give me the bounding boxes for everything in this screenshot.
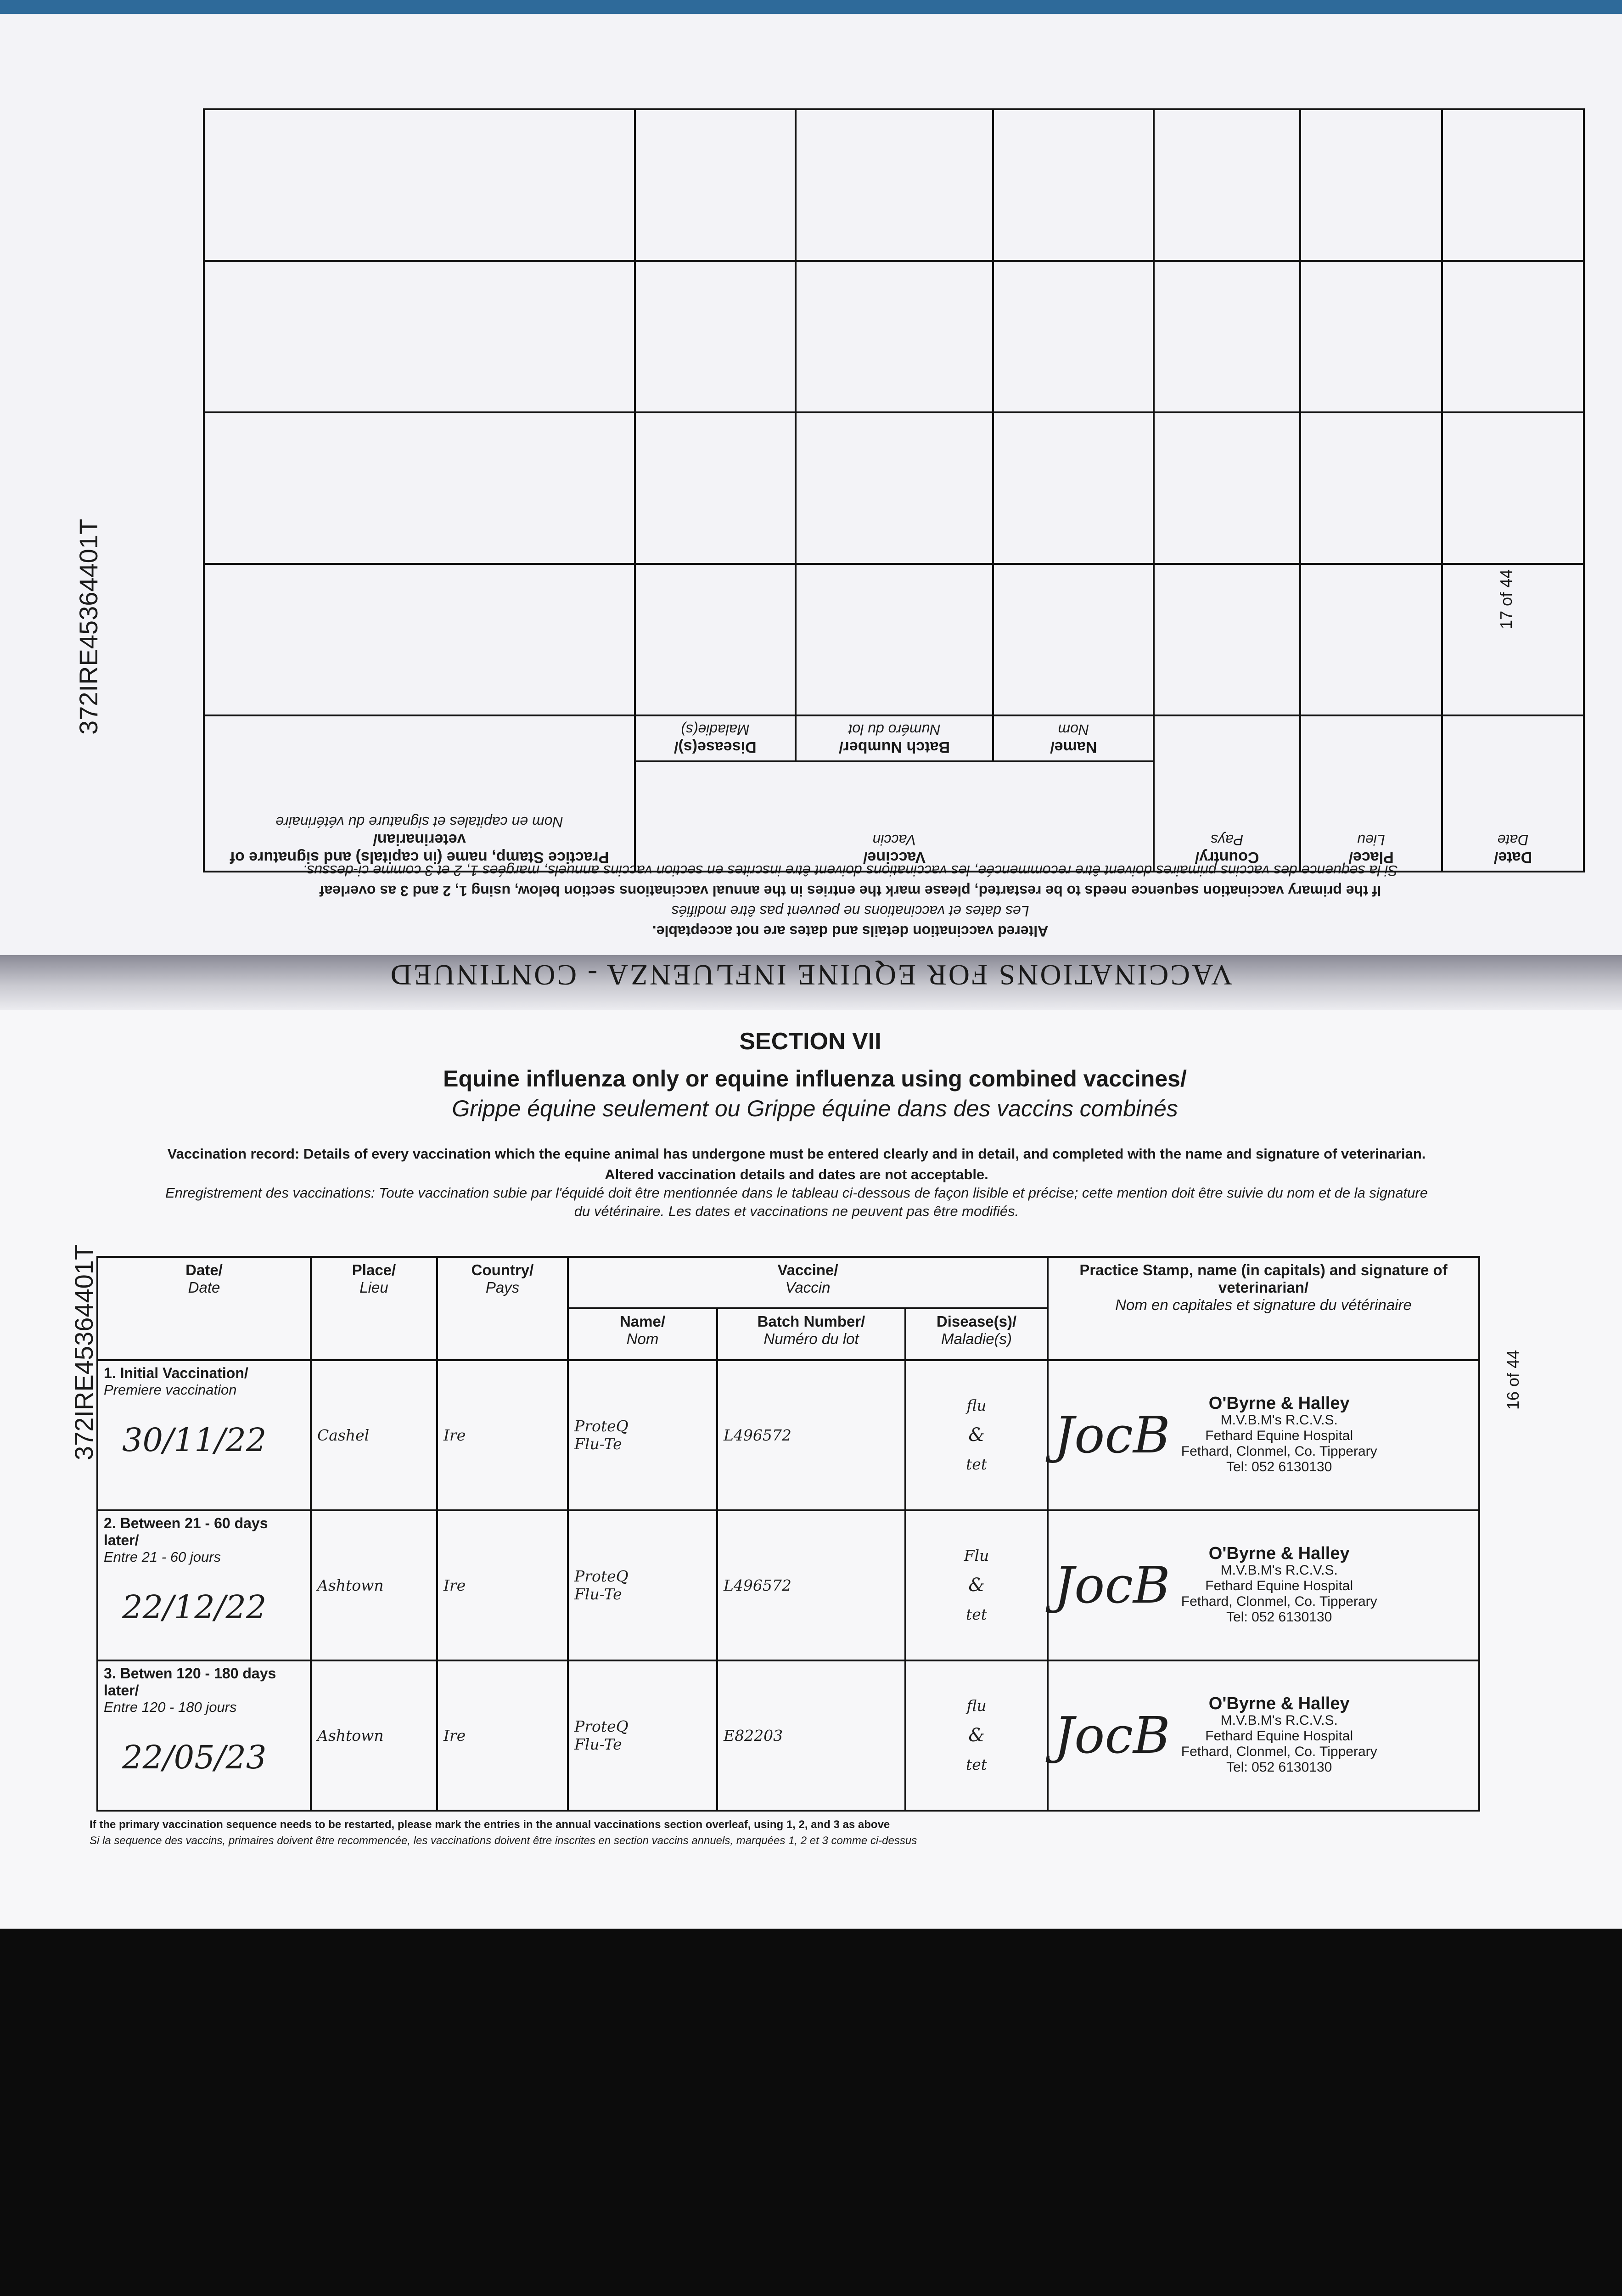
practice-stamp-cell bbox=[1048, 1360, 1479, 1510]
record-instructions: Vaccination record: Details of every vaccination which the equine animal has undergone must be entered clearly and in detail, and completed with the name and signature of veterinarian. bbox=[167, 1146, 1426, 1162]
record-instructions-2: Altered vaccination details and dates are not acceptable. bbox=[605, 1166, 988, 1182]
note-2: Les dates et vaccinations ne peuvent pas être modifiés bbox=[671, 903, 1029, 919]
row-label: 1. Initial Vaccination/ Premiere vaccination 30/11/22 bbox=[97, 1360, 311, 1510]
vet-signature: JocB bbox=[1054, 1556, 1170, 1615]
table-row bbox=[204, 109, 1584, 261]
header-name: Name/ Nom bbox=[568, 1308, 717, 1360]
page-number-lower: 16 of 44 bbox=[1504, 1350, 1522, 1410]
table-row bbox=[204, 564, 1584, 715]
country-cell: Ire bbox=[437, 1660, 568, 1811]
disease-cell: flu & tet bbox=[905, 1360, 1048, 1510]
col-batch: Batch Number/ Numéro du lot bbox=[796, 715, 993, 761]
col-place: Place/ Lieu bbox=[1300, 715, 1442, 872]
header-disease: Disease(s)/ Maladie(s) bbox=[905, 1308, 1048, 1360]
table-row bbox=[204, 261, 1584, 412]
record-instructions-fr-2: du vétérinaire. Les dates et vaccinations ne peuvent pas être modifiés. bbox=[574, 1203, 1019, 1219]
page-number-upper: 17 of 44 bbox=[1497, 569, 1515, 629]
practice-stamp: O'Byrne & Halley M.V.B.M's R.C.V.S. Fethard Equine Hospital Fethard, Clonmel, Co. Tipperary Tel: 052 6130130 bbox=[1181, 1543, 1377, 1625]
note-3: If the primary vaccination sequence needs to be restarted, please mark the entries in the annual vaccinations section below, using 1, 2 and 3 as overleaf bbox=[319, 883, 1381, 899]
record-instructions-fr: Enregistrement des vaccinations: Toute vaccination subie par l'équidé doit être mentionnée dans le tableau ci-dessous de façon lisible et précise; cette mention doit être suivie du nom et de la signature bbox=[165, 1185, 1428, 1201]
vet-signature: JocB bbox=[1054, 1406, 1170, 1465]
scanner-background bbox=[0, 1929, 1622, 2296]
batch-cell: L496572 bbox=[717, 1510, 905, 1660]
section-heading-fr: Grippe équine seulement ou Grippe équine dans des vaccins combinés bbox=[452, 1096, 1178, 1121]
table-row bbox=[97, 1360, 1479, 1510]
header-place: Place/ Lieu bbox=[311, 1257, 437, 1360]
vaccination-date: 22/12/22 bbox=[122, 1588, 267, 1626]
section-heading: Equine influenza only or equine influenza using combined vaccines/ bbox=[443, 1066, 1187, 1092]
upper-page-notes bbox=[208, 861, 1493, 941]
col-country: Country/ Pays bbox=[1154, 715, 1300, 872]
disease-cell: Flu & tet bbox=[905, 1510, 1048, 1660]
batch-cell: L496572 bbox=[717, 1360, 905, 1510]
header-vaccine: Vaccine/ Vaccin bbox=[568, 1257, 1048, 1308]
col-practice: Practice Stamp, name (in capitals) and signature of veterinarian/ Nom en capitales et signature du vétérinaire bbox=[204, 715, 635, 872]
footnote-fr: Si la sequence des vaccins, primaires doivent être recommencée, les vaccinations doivent être inscrites en section vaccins annuels, marquées 1, 2 et 3 comme ci-dessus bbox=[90, 1835, 917, 1847]
table-row bbox=[97, 1660, 1479, 1811]
header-practice: Practice Stamp, name (in capitals) and signature of veterinarian/ Nom en capitales et signature du vétérinaire bbox=[1048, 1257, 1479, 1360]
upper-page-rotated bbox=[0, 0, 1622, 1010]
country-cell: Ire bbox=[437, 1510, 568, 1660]
passport-id-lower: 372IRE45364401T bbox=[69, 1244, 98, 1460]
place-cell: Ashtown bbox=[311, 1510, 437, 1660]
header-country: Country/ Pays bbox=[437, 1257, 568, 1360]
practice-stamp-cell bbox=[1048, 1660, 1479, 1811]
col-vaccine: Vaccine/ Vaccin bbox=[635, 761, 1154, 872]
batch-cell: E82203 bbox=[717, 1660, 905, 1811]
row-label: 2. Between 21 - 60 days later/ Entre 21 - 60 jours 22/12/22 bbox=[97, 1510, 311, 1660]
col-disease: Disease(s)/ Maladie(s) bbox=[635, 715, 796, 761]
place-cell: Ashtown bbox=[311, 1660, 437, 1811]
practice-stamp-cell bbox=[1048, 1510, 1479, 1660]
vaccine-name-cell: ProteQ Flu-Te bbox=[568, 1510, 717, 1660]
col-date: Date/ Date bbox=[1442, 715, 1584, 872]
practice-stamp: O'Byrne & Halley M.V.B.M's R.C.V.S. Fethard Equine Hospital Fethard, Clonmel, Co. Tipperary Tel: 052 6130130 bbox=[1181, 1694, 1377, 1775]
row-label: 3. Betwen 120 - 180 days later/ Entre 120 - 180 jours 22/05/23 bbox=[97, 1660, 311, 1811]
practice-stamp: O'Byrne & Halley M.V.B.M's R.C.V.S. Fethard Equine Hospital Fethard, Clonmel, Co. Tipperary Tel: 052 6130130 bbox=[1181, 1393, 1377, 1474]
vet-signature: JocB bbox=[1054, 1706, 1170, 1765]
primary-vaccination-table bbox=[96, 1256, 1480, 1812]
footnote: If the primary vaccination sequence needs to be restarted, please mark the entries in the annual vaccinations section overleaf, using 1, 2, and 3 as above bbox=[90, 1818, 890, 1831]
vaccine-name-cell: ProteQ Flu-Te bbox=[568, 1660, 717, 1811]
country-cell: Ire bbox=[437, 1360, 568, 1510]
col-name: Name/ Nom bbox=[993, 715, 1154, 761]
vaccination-date: 22/05/23 bbox=[122, 1738, 267, 1776]
passport-id-upper: 372IRE45364401T bbox=[74, 518, 103, 735]
note-1: Altered vaccination details and dates are not acceptable. bbox=[652, 923, 1049, 940]
note-4: Si la sequence des vaccins primaires doivent être recommencée, les vaccinations doivent être inscrites en section vaccins annuels, margées 1, 2 et 3 comme ci-dessus. bbox=[303, 862, 1398, 879]
table-row bbox=[97, 1510, 1479, 1660]
vaccine-name-cell: ProteQ Flu-Te bbox=[568, 1360, 717, 1510]
vaccination-date: 30/11/22 bbox=[122, 1421, 267, 1459]
header-date: Date/ Date bbox=[97, 1257, 311, 1360]
annual-vaccination-table bbox=[203, 108, 1585, 872]
place-cell: Cashel bbox=[311, 1360, 437, 1510]
section-title: SECTION VII bbox=[739, 1028, 881, 1055]
disease-cell: flu & tet bbox=[905, 1660, 1048, 1811]
table-row bbox=[204, 412, 1584, 564]
header-batch: Batch Number/ Numéro du lot bbox=[717, 1308, 905, 1360]
upper-page-title: VACCINATIONS FOR EQUINE INFLUENZA - CONTINUED bbox=[388, 959, 1233, 991]
